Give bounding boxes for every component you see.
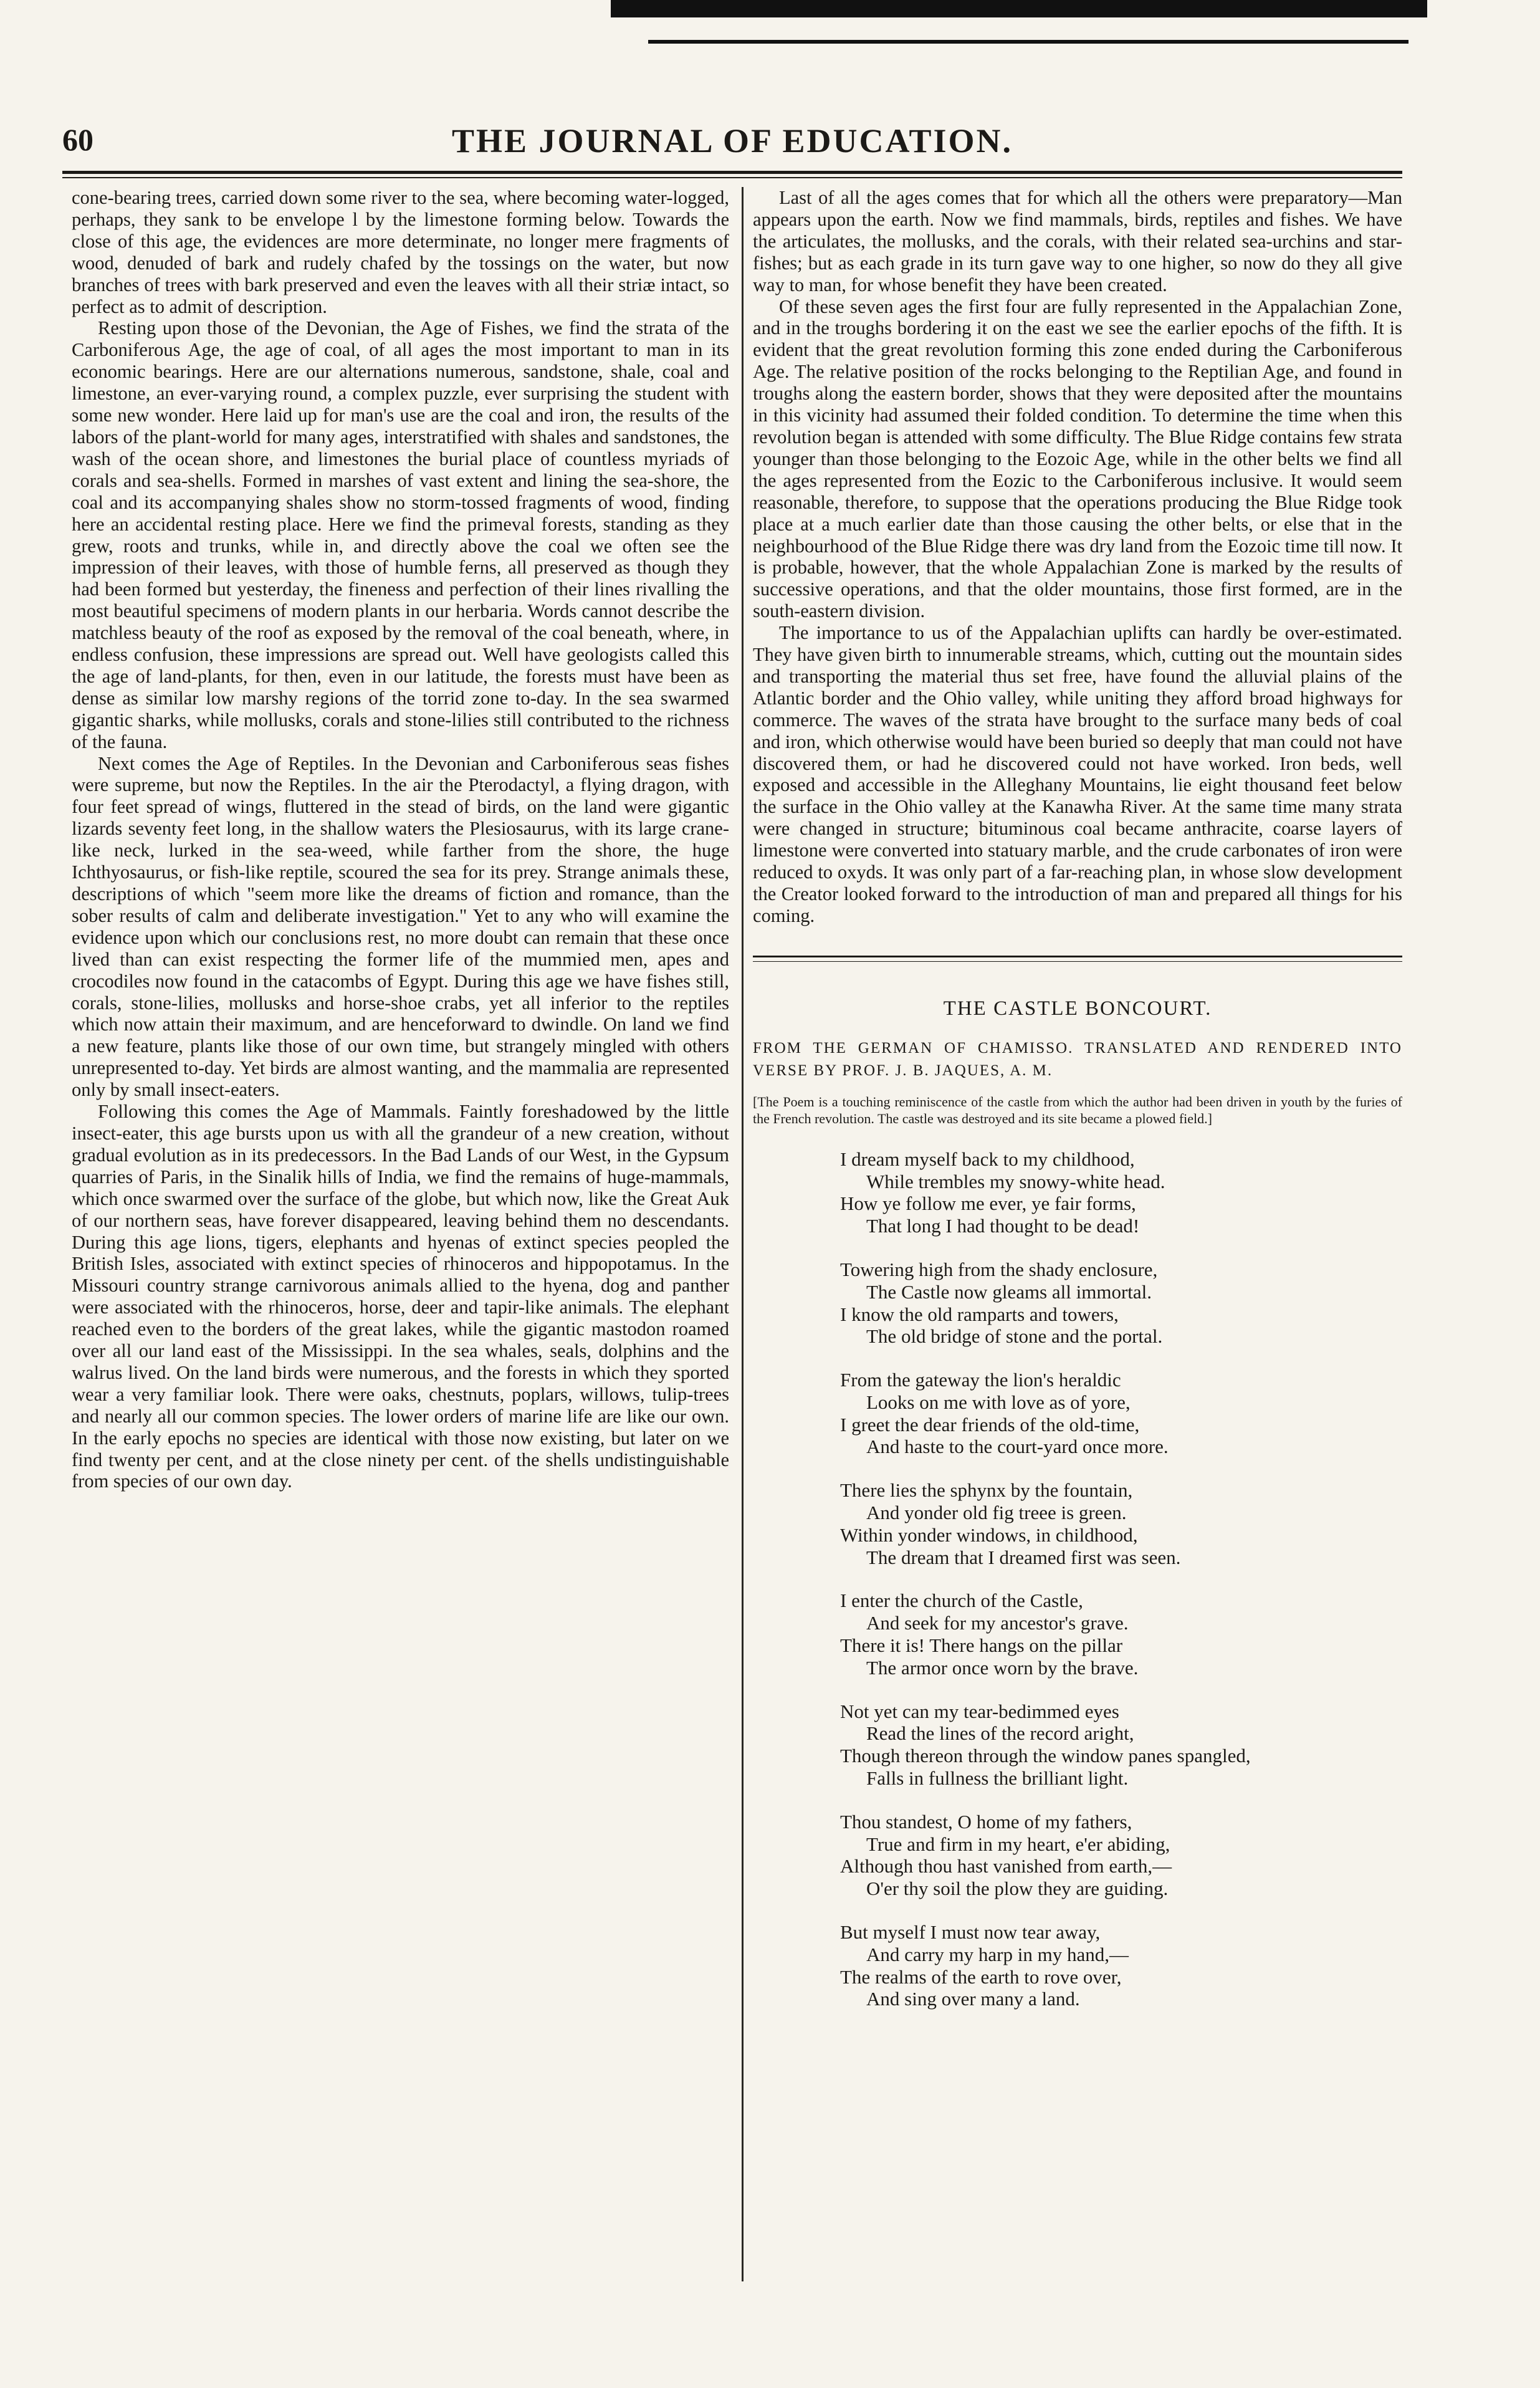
scan-edge-line xyxy=(648,40,1408,44)
poem-line: O'er thy soil the plow they are guiding. xyxy=(866,1877,1169,1900)
poem-body xyxy=(753,1148,1402,2011)
poem-line: Thou standest, O home of my fathers, xyxy=(840,1810,1132,1833)
paragraph: Following this comes the Age of Mammals. Faintly foreshadowed by the little insect-eater, this age bursts upon us with all the grandeur of a new creation, without gradual evolution as in its predecessors. In the Bad Lands of our West, in the Gypsum quarries of Paris, in the Sinalik hills of India, we find the remains of huge-mammals, which once swarmed over the surface of the globe, but which now, like the Great Auk of our northern seas, have forever disappeared, leaving behind them no descendants. During this age lions, tigers, elephants and hyenas of extinct species peopled the British Isles, associated with extinct species of rhinoceros and hippopotamus. In the Missouri country strange carnivorous animals allied to the hyena, dog and panther were associated with the rhinoceros, horse, deer and tapir-like animals. The elephant reached even to the borders of the great lakes, while the gigantic mastodon roamed over all our land east of the Mississippi. In the sea whales, seals, dolphins and the walrus lived. On the land birds were numerous, and the forests in which they sported wear a very familiar look. There were oaks, chestnuts, poplars, willows, tulip-trees and nearly all our common species. The lower orders of marine life are like our own. In the early epochs no species are identical with those now existing, but later on we find twenty per cent, and at the close ninety per cent. of the shells undistinguishable from species of our own day. xyxy=(72,1101,729,1492)
poem-line: And yonder old fig treee is green. xyxy=(866,1502,1127,1524)
poem-line: True and firm in my heart, e'er abiding, xyxy=(866,1833,1170,1855)
poem-note: [The Poem is a touching reminiscence of the castle from which the author had been driven in youth by the furies of the French revolution. The castle was destroyed and its site became a plowed field.] xyxy=(753,1093,1402,1126)
poem-line: There lies the sphynx by the fountain, xyxy=(840,1479,1133,1502)
page-header xyxy=(62,122,1402,166)
journal-title: THE JOURNAL OF EDUCATION. xyxy=(451,122,1013,160)
poem-line: I enter the church of the Castle, xyxy=(840,1590,1083,1612)
poem-line: Within yonder windows, in childhood, xyxy=(840,1523,1138,1546)
poem-line: The old bridge of stone and the portal. xyxy=(866,1325,1163,1348)
poem-line: I dream myself back to my childhood, xyxy=(840,1148,1135,1170)
poem-line: Read the lines of the record aright, xyxy=(866,1722,1134,1745)
poem-line: That long I had thought to be dead! xyxy=(866,1215,1140,1237)
paragraph: Last of all the ages comes that for which all the others were preparatory—Man appears upon the earth. Now we find mammals, birds, reptiles and fishes. We have the articulates, the mollusks, and the corals, with their related sea-urchins and star-fishes; but as each grade in its turn gave way to one higher, so now do they all give way to man, for whose benefit they have been created. xyxy=(753,187,1402,295)
poem-line: Not yet can my tear-bedimmed eyes xyxy=(840,1700,1119,1722)
poem-stanza xyxy=(840,1369,1402,1458)
paragraph: Of these seven ages the first four are fully represented in the Appalachian Zone, and in the troughs bordering it on the east we see the earlier epochs of the fifth. It is evident that the great revolution forming this zone ended during the Carboniferous Age. The relative position of the rocks belonging to the Reptilian Age, and found in troughs along the eastern border, shows that they were deposited after the mountains in this vicinity had assumed their folded condition. To determine the time when this revolution began is attended with some difficulty. The Blue Ridge contains few strata younger than those belonging to the Eozoic Age, while in the other belts we find all the ages represented from the Eozic to the Carboniferous inclusive. It would seem reasonable, therefore, to suppose that the operations producing the Blue Ridge took place at a much earlier date than those causing the other belts, or else that in the neighbourhood of the Blue Ridge there was dry land from the Eozoic time till now. It is probable, however, that the whole Appalachian Zone is marked by the results of successive operations, and that the older mountains, those first formed, are in the south-eastern division. xyxy=(753,295,1402,622)
paragraph: Next comes the Age of Reptiles. In the Devonian and Carboniferous seas fishes were supreme, but now the Reptiles. In the air the Pterodactyl, a flying dragon, with four feet spread of wings, fluttered in the stead of birds, on the land were gigantic lizards seventy feet long, in the shallow waters the Plesiosaurus, with its large crane-like neck, lurked in the sea-weed, while farther from the shore, the huge Ichthyosaurus, or fish-like reptile, scoured the sea for its prey. Strange animals these, descriptions of which "seem more like the dreams of fiction and romance, than the sober results of calm and deliberate investigation." Yet to any who will examine the evidence upon which our conclusions rest, no more doubt can remain that these once lived than can exist respecting the former life of the mummied men, apes and crocodiles now found in the catacombs of Egypt. During this age we have fishes still, corals, stone-lilies, mollusks and horse-shoe crabs, yet all inferior to the reptiles which now attain their maximum, and are henceforward to dwindle. On land we find a new feature, plants like those of our own time, but strangely mingled with others unrepresented to-day. Yet birds are almost wanting, and the mammalia are represented only by small insect-eaters. xyxy=(72,752,729,1101)
poem-line: The dream that I dreamed first was seen. xyxy=(866,1546,1181,1568)
header-rule-thin xyxy=(62,177,1402,178)
poem-line: And haste to the court-yard once more. xyxy=(866,1436,1169,1458)
header-rule xyxy=(62,171,1402,174)
poem-line: Though thereon through the window panes spangled, xyxy=(840,1745,1251,1767)
paragraph: The importance to us of the Appalachian uplifts can hardly be over-estimated. They have given birth to innumerable streams, which, cutting out the mountain sides and transporting the material thus set free, have found the alluvial plains of the Atlantic border and the Ohio valley, while uniting they afford broad highways for commerce. The waves of the strata have brought to the surface many beds of coal and iron, which otherwise would have been buried so deeply that man could not have discovered them, or had he discovered could not have worked. Iron beds, well exposed and accessible in the Alleghany Mountains, lie eight thousand feet below the surface in the Ohio valley at the Kanawha River. At the same time many strata were changed in structure; bituminous coal became anthracite, coarse layers of limestone were converted into statuary marble, and the crude carbonates of iron were reduced to oxyds. It was only part of a far-reaching plan, in whose slow development the Creator looked forward to the introduction of man and prepared all things for his coming. xyxy=(753,622,1402,926)
poem-byline: FROM THE GERMAN OF CHAMISSO. TRANSLATED AND RENDERED INTO VERSE BY PROF. J. B. JAQUES, A. M. xyxy=(753,1039,1402,1079)
poem-line: The armor once worn by the brave. xyxy=(866,1656,1139,1679)
section-separator-thin xyxy=(753,961,1402,962)
poem-line: Although thou hast vanished from earth,— xyxy=(840,1855,1172,1877)
poem-line: The realms of the earth to rove over, xyxy=(840,1965,1122,1988)
poem-title: THE CASTLE BONCOURT. xyxy=(943,997,1212,1020)
poem-line: And seek for my ancestor's grave. xyxy=(866,1612,1129,1634)
poem-line: Falls in fullness the brilliant light. xyxy=(866,1767,1129,1790)
poem-line: I know the old ramparts and towers, xyxy=(840,1303,1119,1325)
poem-line: But myself I must now tear away, xyxy=(840,1921,1101,1944)
poem-stanza xyxy=(840,1148,1402,1237)
poem-line: Towering high from the shady enclosure, xyxy=(840,1258,1158,1280)
paragraph: Resting upon those of the Devonian, the Age of Fishes, we find the strata of the Carboniferous Age, the age of coal, of all ages the most important to man in its economic bearings. Here are our alternations numerous, sandstone, shale, coal and limestone, an ever-varying round, a complex puzzle, ever surprising the student with some new wonder. Here laid up for man's use are the coal and iron, the results of the labors of the plant-world for many ages, interstratified with shales and sandstones, the wash of the ocean shore, and limestones the burial place of countless myriads of corals and sea-shells. Formed in marshes of vast extent and lining the sea-shore, the coal and its accompanying shales show no storm-tossed fragments of wood, finding here an accidental resting place. Here we find the primeval forests, standing as they grew, roots and trunks, while in, and directly above the coal we often see the impression of their leaves, with those of humble ferns, all preserved as though they had been formed but yesterday, the fineness and perfection of their lines rivalling the most beautiful specimens of modern plants in our herbaria. Words cannot describe the matchless beauty of the roof as exposed by the removal of the coal beneath, where, in endless confusion, these impressions are spread out. Well have geologists called this the age of land-plants, for then, even in our latitude, the forests must have been as dense as similar low marshy regions of the torrid zone to-day. In the sea swarmed gigantic sharks, while mollusks, corals and stone-lilies still contributed to the richness of the fauna. xyxy=(72,317,729,752)
poem-stanza xyxy=(840,1590,1402,1679)
poem-stanza xyxy=(840,1259,1402,1348)
paragraph: cone-bearing trees, carried down some river to the sea, where becoming water-logged, perhaps, they sank to be envelope l by the limestone forming below. Towards the close of this age, the evidences are more determinate, no longer mere fragments of wood, denuded of bark and rudely chafed by the tossings on the water, but now branches of trees with bark preserved and even the leaves with all their striæ intact, so perfect as to admit of description. xyxy=(72,187,729,317)
section-separator xyxy=(753,956,1402,957)
scan-edge-bar xyxy=(611,0,1427,17)
right-column xyxy=(753,187,1402,2010)
poem-line: While trembles my snowy-white head. xyxy=(866,1170,1165,1192)
poem-stanza xyxy=(840,1479,1402,1568)
poem-stanza xyxy=(840,1921,1402,2010)
poem-stanza xyxy=(840,1811,1402,1900)
poem-line: From the gateway the lion's heraldic xyxy=(840,1369,1121,1391)
poem-line: The Castle now gleams all immortal. xyxy=(866,1280,1152,1303)
poem-stanza xyxy=(840,1700,1402,1790)
left-column xyxy=(72,187,729,1492)
column-divider xyxy=(742,187,744,2281)
poem-line: There it is! There hangs on the pillar xyxy=(840,1634,1123,1657)
poem-line: I greet the dear friends of the old-time, xyxy=(840,1413,1140,1436)
poem-line: Looks on me with love as of yore, xyxy=(866,1391,1131,1413)
poem-line: And sing over many a land. xyxy=(866,1988,1080,2010)
page-number: 60 xyxy=(62,122,93,157)
poem-line: And carry my harp in my hand,— xyxy=(866,1943,1129,1965)
poem-line: How ye follow me ever, ye fair forms, xyxy=(840,1192,1136,1215)
